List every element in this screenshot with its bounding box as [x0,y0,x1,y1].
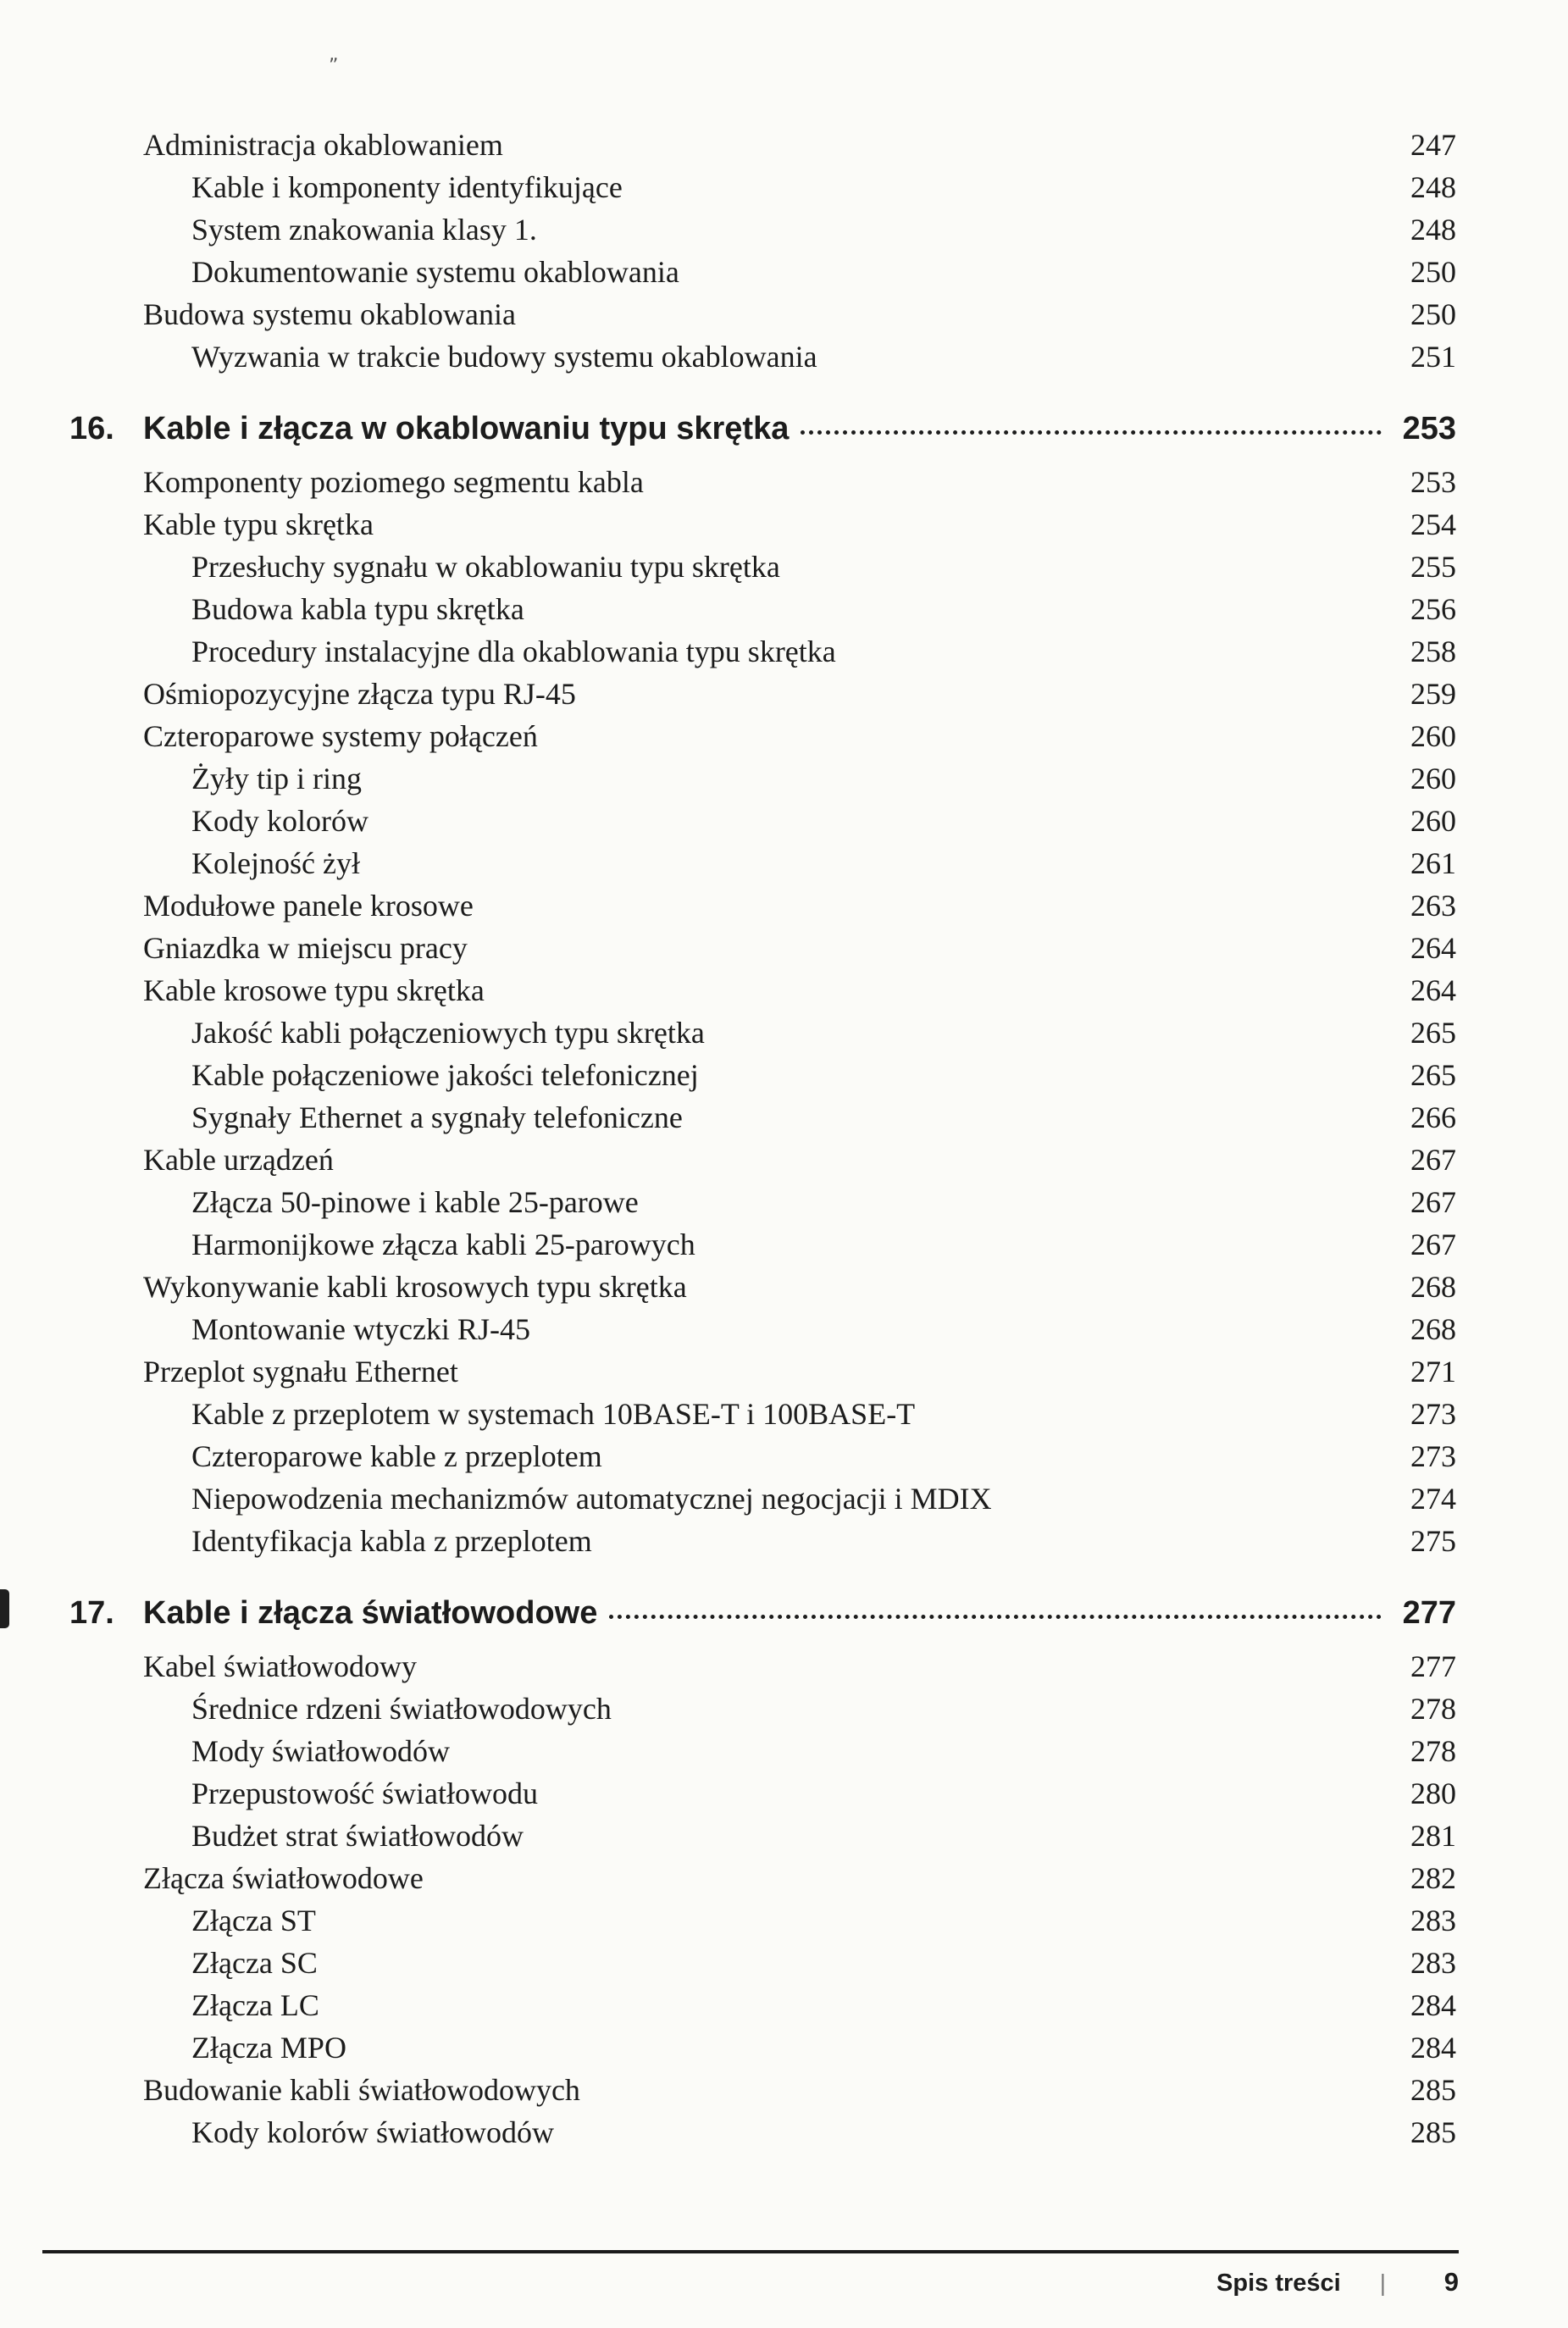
entry-title: Dokumentowanie systemu okablowania [191,255,679,289]
toc-entry [69,1942,1456,1984]
entry-title: Budżet strat światłowodów [191,1819,524,1853]
toc-entry [69,1772,1456,1815]
entry-title: Przesłuchy sygnału w okablowaniu typu skrętka [191,550,780,584]
entry-page-number: 267 [1410,1143,1456,1177]
toc-chapter-heading [69,405,1456,452]
entry-page-number: 284 [1410,2031,1456,2065]
toc-entry [69,842,1456,884]
toc-entry [69,1477,1456,1520]
toc-entry [69,1223,1456,1266]
entry-title: Czteroparowe systemy połączeń [143,719,538,753]
entry-title: Procedury instalacyjne dla okablowania typu skrętka [191,635,836,668]
footer-section-label: Spis treści [1216,2270,1341,2297]
entry-title: Budowanie kabli światłowodowych [143,2073,580,2107]
toc-entry [69,1899,1456,1942]
entry-page-number: 267 [1410,1185,1456,1219]
entry-page-number: 264 [1410,973,1456,1007]
entry-title: Złącza SC [191,1946,318,1980]
entry-page-number: 247 [1410,128,1456,162]
toc-entry [69,124,1456,166]
scan-artifact [0,1589,9,1628]
entry-page-number: 271 [1410,1355,1456,1388]
entry-page-number: 250 [1410,297,1456,331]
entry-title: Kabel światłowodowy [143,1649,417,1683]
entry-title: Wyzwania w trakcie budowy systemu okablowania [191,340,817,374]
entry-title: Kable krosowe typu skrętka [143,973,485,1007]
entry-page-number: 281 [1410,1819,1456,1853]
entry-page-number: 261 [1410,846,1456,880]
entry-title: Identyfikacja kabla z przeplotem [191,1524,592,1558]
entry-page-number: 258 [1410,635,1456,668]
scan-mark: „ [329,44,339,65]
entry-page-number: 273 [1410,1439,1456,1473]
entry-title: Sygnały Ethernet a sygnały telefoniczne [191,1100,683,1134]
entry-page-number: 255 [1410,550,1456,584]
toc-entry [69,503,1456,546]
chapter-page-number: 253 [1402,411,1456,446]
entry-title: Administracja okablowaniem [143,128,503,162]
toc-entry [69,1139,1456,1181]
toc-entry [69,969,1456,1012]
entry-title: Czteroparowe kable z przeplotem [191,1439,602,1473]
table-of-contents [69,124,1456,2153]
toc-entry [69,715,1456,757]
entry-page-number: 254 [1410,507,1456,541]
entry-page-number: 265 [1410,1016,1456,1050]
toc-entry [69,588,1456,630]
toc-entry [69,461,1456,503]
entry-page-number: 277 [1410,1649,1456,1683]
entry-title: Kody kolorów światłowodów [191,2115,554,2149]
entry-page-number: 283 [1410,1946,1456,1980]
toc-entry [69,251,1456,293]
entry-page-number: 278 [1410,1734,1456,1768]
chapter-number: 17. [69,1595,114,1631]
entry-title: Niepowodzenia mechanizmów automatycznej negocjacji i MDIX [191,1482,992,1516]
entry-title: Harmonijkowe złącza kabli 25-parowych [191,1228,695,1261]
dot-leader [609,1615,1382,1619]
toc-entry [69,1054,1456,1096]
entry-page-number: 253 [1410,465,1456,499]
entry-page-number: 263 [1410,889,1456,923]
toc-entry [69,800,1456,842]
entry-title: Przeplot sygnału Ethernet [143,1355,458,1388]
entry-title: Ośmiopozycyjne złącza typu RJ-45 [143,677,576,711]
entry-title: Kody kolorów [191,804,368,838]
entry-title: Żyły tip i ring [191,762,362,795]
entry-title: Kable urządzeń [143,1143,334,1177]
entry-title: Budowa systemu okablowania [143,297,516,331]
entry-page-number: 248 [1410,213,1456,247]
entry-page-number: 260 [1410,719,1456,753]
toc-entry [69,1435,1456,1477]
toc-entry [69,1350,1456,1393]
toc-entry [69,1266,1456,1308]
entry-page-number: 264 [1410,931,1456,965]
chapter-title: Kable i złącza w okablowaniu typu skrętka [143,411,790,446]
entry-title: Kable typu skrętka [143,507,374,541]
page-footer [42,2250,1459,2298]
entry-title: Kable i komponenty identyfikujące [191,170,623,204]
toc-entry [69,1012,1456,1054]
toc-entry [69,1520,1456,1562]
toc-entry [69,1984,1456,2026]
toc-entry [69,1730,1456,1772]
entry-page-number: 250 [1410,255,1456,289]
toc-entry [69,2069,1456,2111]
entry-page-number: 267 [1410,1228,1456,1261]
footer-separator: | [1379,2270,1386,2296]
entry-page-number: 283 [1410,1904,1456,1937]
entry-title: Przepustowość światłowodu [191,1776,538,1810]
entry-page-number: 256 [1410,592,1456,626]
toc-entry [69,1645,1456,1688]
toc-entry [69,1096,1456,1139]
entry-page-number: 275 [1410,1524,1456,1558]
footer-page-number: 9 [1443,2267,1459,2297]
entry-page-number: 278 [1410,1692,1456,1726]
toc-entry [69,630,1456,673]
toc-entry [69,927,1456,969]
entry-title: Budowa kabla typu skrętka [191,592,524,626]
entry-title: System znakowania klasy 1. [191,213,537,247]
toc-entry [69,1688,1456,1730]
entry-title: Kable z przeplotem w systemach 10BASE-T i 100BASE-T [191,1397,916,1431]
entry-page-number: 284 [1410,1988,1456,2022]
entry-page-number: 274 [1410,1482,1456,1516]
entry-title: Wykonywanie kabli krosowych typu skrętka [143,1270,687,1304]
chapter-number: 16. [69,411,114,446]
entry-title: Montowanie wtyczki RJ-45 [191,1312,530,1346]
entry-title: Złącza MPO [191,2031,346,2065]
entry-page-number: 268 [1410,1270,1456,1304]
toc-entry [69,1857,1456,1899]
toc-entry [69,546,1456,588]
entry-title: Złącza światłowodowe [143,1861,424,1895]
toc-entry [69,293,1456,335]
toc-chapter-heading [69,1589,1456,1637]
toc-entry [69,1393,1456,1435]
entry-title: Złącza LC [191,1988,319,2022]
dot-leader [801,430,1382,435]
entry-page-number: 260 [1410,762,1456,795]
entry-page-number: 268 [1410,1312,1456,1346]
toc-entry [69,166,1456,208]
toc-entry [69,757,1456,800]
toc-entry [69,2026,1456,2069]
entry-page-number: 259 [1410,677,1456,711]
entry-page-number: 260 [1410,804,1456,838]
toc-entry [69,2111,1456,2153]
entry-page-number: 273 [1410,1397,1456,1431]
entry-page-number: 265 [1410,1058,1456,1092]
chapter-title: Kable i złącza światłowodowe [143,1595,598,1631]
entry-page-number: 251 [1410,340,1456,374]
entry-title: Jakość kabli połączeniowych typu skrętka [191,1016,705,1050]
toc-entry [69,208,1456,251]
toc-entry [69,1815,1456,1857]
entry-title: Średnice rdzeni światłowodowych [191,1692,612,1726]
entry-page-number: 285 [1410,2073,1456,2107]
entry-title: Złącza ST [191,1904,316,1937]
footer-row [42,2253,1459,2298]
entry-page-number: 266 [1410,1100,1456,1134]
entry-title: Kolejność żył [191,846,360,880]
entry-page-number: 248 [1410,170,1456,204]
entry-title: Mody światłowodów [191,1734,450,1768]
entry-page-number: 282 [1410,1861,1456,1895]
entry-title: Złącza 50-pinowe i kable 25-parowe [191,1185,639,1219]
toc-entry [69,335,1456,378]
entry-title: Gniazdka w miejscu pracy [143,931,468,965]
toc-entry [69,884,1456,927]
entry-page-number: 285 [1410,2115,1456,2149]
entry-title: Komponenty poziomego segmentu kabla [143,465,644,499]
toc-entry [69,1181,1456,1223]
entry-page-number: 280 [1410,1776,1456,1810]
entry-title: Kable połączeniowe jakości telefonicznej [191,1058,699,1092]
chapter-page-number: 277 [1402,1595,1456,1631]
entry-title: Modułowe panele krosowe [143,889,474,923]
toc-entry [69,673,1456,715]
toc-entry [69,1308,1456,1350]
